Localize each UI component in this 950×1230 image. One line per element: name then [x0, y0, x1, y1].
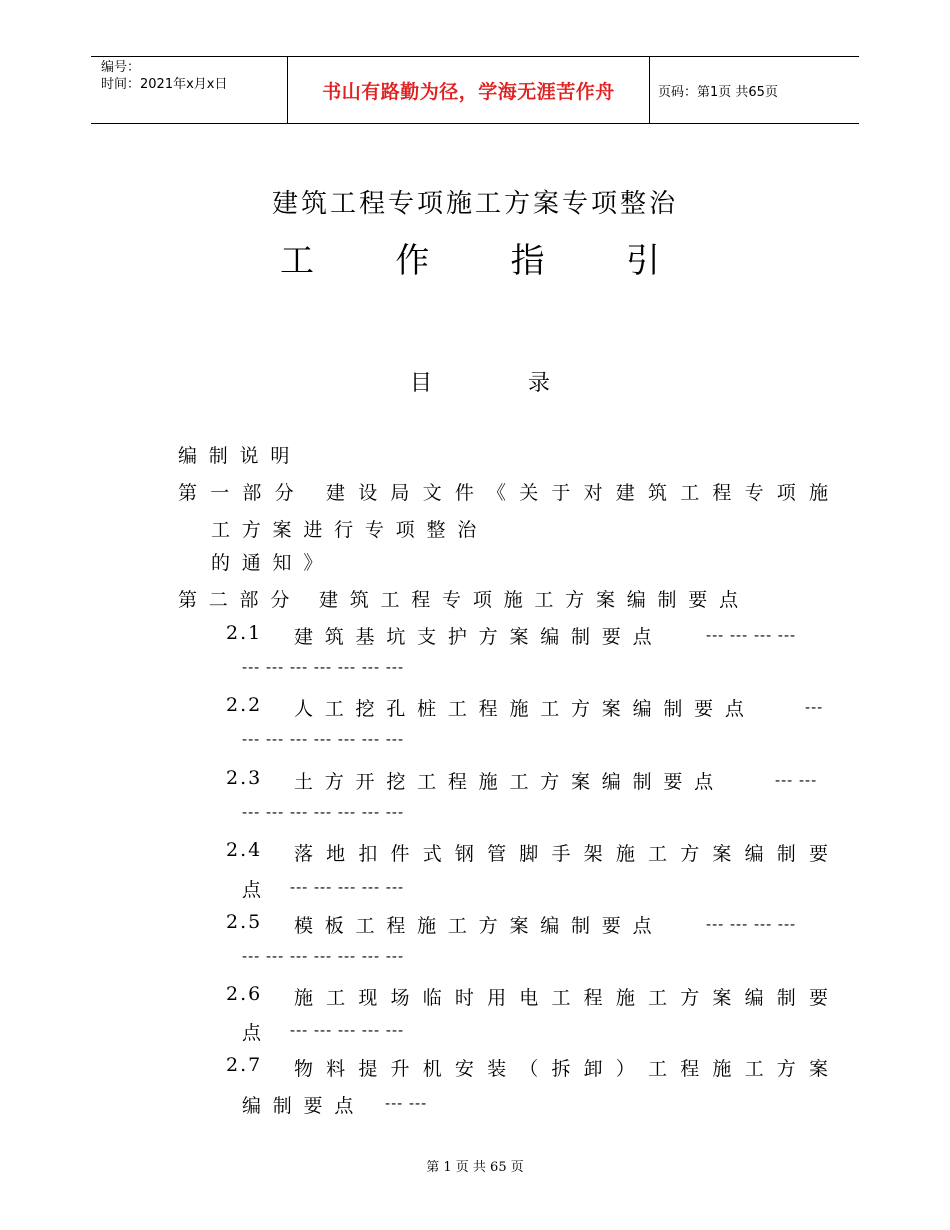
toc-entry-part1-cont: 的通知》: [211, 552, 335, 574]
toc-entry-2-3[interactable]: 土方开挖工程施工方案编制要点: [294, 771, 725, 793]
toc-entry-2-2[interactable]: 人工挖孔桩工程施工方案编制要点: [294, 698, 756, 720]
document-time-label: 时间：2021年x月x日: [101, 77, 228, 92]
toc-leader-dashes: --- ---: [385, 1094, 428, 1112]
title-char: 作: [395, 241, 430, 281]
toc-entry-part1[interactable]: 第一部分 建设局文件《关于对建筑工程专项施: [178, 482, 828, 504]
toc-entry-2-6[interactable]: 施工现场临时用电工程施工方案编制要: [294, 987, 828, 1009]
toc-entry-2-7[interactable]: 物料提升机安装（拆卸）工程施工方案: [294, 1058, 828, 1080]
toc-heading-char: 录: [527, 371, 550, 396]
header-page-info: 页码：第1页 共65页: [658, 84, 778, 100]
toc-entry-2-6-cont: 点: [242, 1022, 273, 1044]
toc-entry-part1-cont: 工方案进行专项整治: [211, 519, 489, 541]
toc-entry-2-5[interactable]: 模板工程施工方案编制要点: [294, 915, 664, 937]
toc-leader-dashes: --- --- --- ---: [706, 915, 797, 933]
title-char: 工: [280, 241, 314, 281]
toc-entry-number: 2.6: [226, 983, 263, 1005]
toc-leader-dashes: --- --- --- --- --- --- ---: [242, 803, 405, 821]
toc-entry-number: 2.1: [226, 622, 263, 644]
toc-entry-number: 2.4: [226, 839, 263, 861]
toc-leader-dashes: --- ---: [775, 771, 818, 789]
toc-leader-dashes: --- --- --- --- --- --- ---: [242, 947, 405, 965]
toc-leader-dashes: --- --- --- --- --- --- ---: [242, 730, 405, 748]
toc-entry-number: 2.5: [226, 911, 263, 933]
page-footer: 第 1 页 共 65 页: [426, 1160, 524, 1175]
document-number-label: 编号：: [101, 60, 141, 75]
toc-leader-dashes: --- --- --- ---: [706, 626, 797, 644]
toc-entry-2-1[interactable]: 建筑基坑支护方案编制要点: [294, 626, 664, 648]
document-title-line1: 建筑工程专项施工方案专项整治: [271, 189, 678, 219]
toc-leader-dashes: --- --- --- --- ---: [290, 878, 405, 896]
toc-entry-2-4[interactable]: 落地扣件式钢管脚手架施工方案编制要: [294, 843, 828, 865]
toc-entry-part2[interactable]: 第二部分 建筑工程专项施工方案编制要点: [178, 589, 750, 611]
toc-entry-2-7-cont: 编制要点: [242, 1095, 366, 1117]
toc-entry-number: 2.7: [226, 1054, 263, 1076]
toc-entry-2-4-cont: 点: [242, 879, 273, 901]
toc-entry-preface[interactable]: 编制说明: [178, 445, 302, 467]
title-char: 指: [510, 241, 545, 281]
toc-heading-char: 目: [410, 371, 433, 396]
toc-leader-dashes: --- --- --- --- --- --- ---: [242, 658, 405, 676]
title-char: 引: [625, 241, 660, 281]
header-motto: 书山有路勤为径，学海无涯苦作舟: [287, 57, 650, 123]
toc-leader-dashes: --- --- --- --- ---: [290, 1021, 405, 1039]
toc-entry-number: 2.3: [226, 767, 263, 789]
toc-leader-dashes: ---: [805, 698, 824, 716]
toc-entry-number: 2.2: [226, 694, 263, 716]
